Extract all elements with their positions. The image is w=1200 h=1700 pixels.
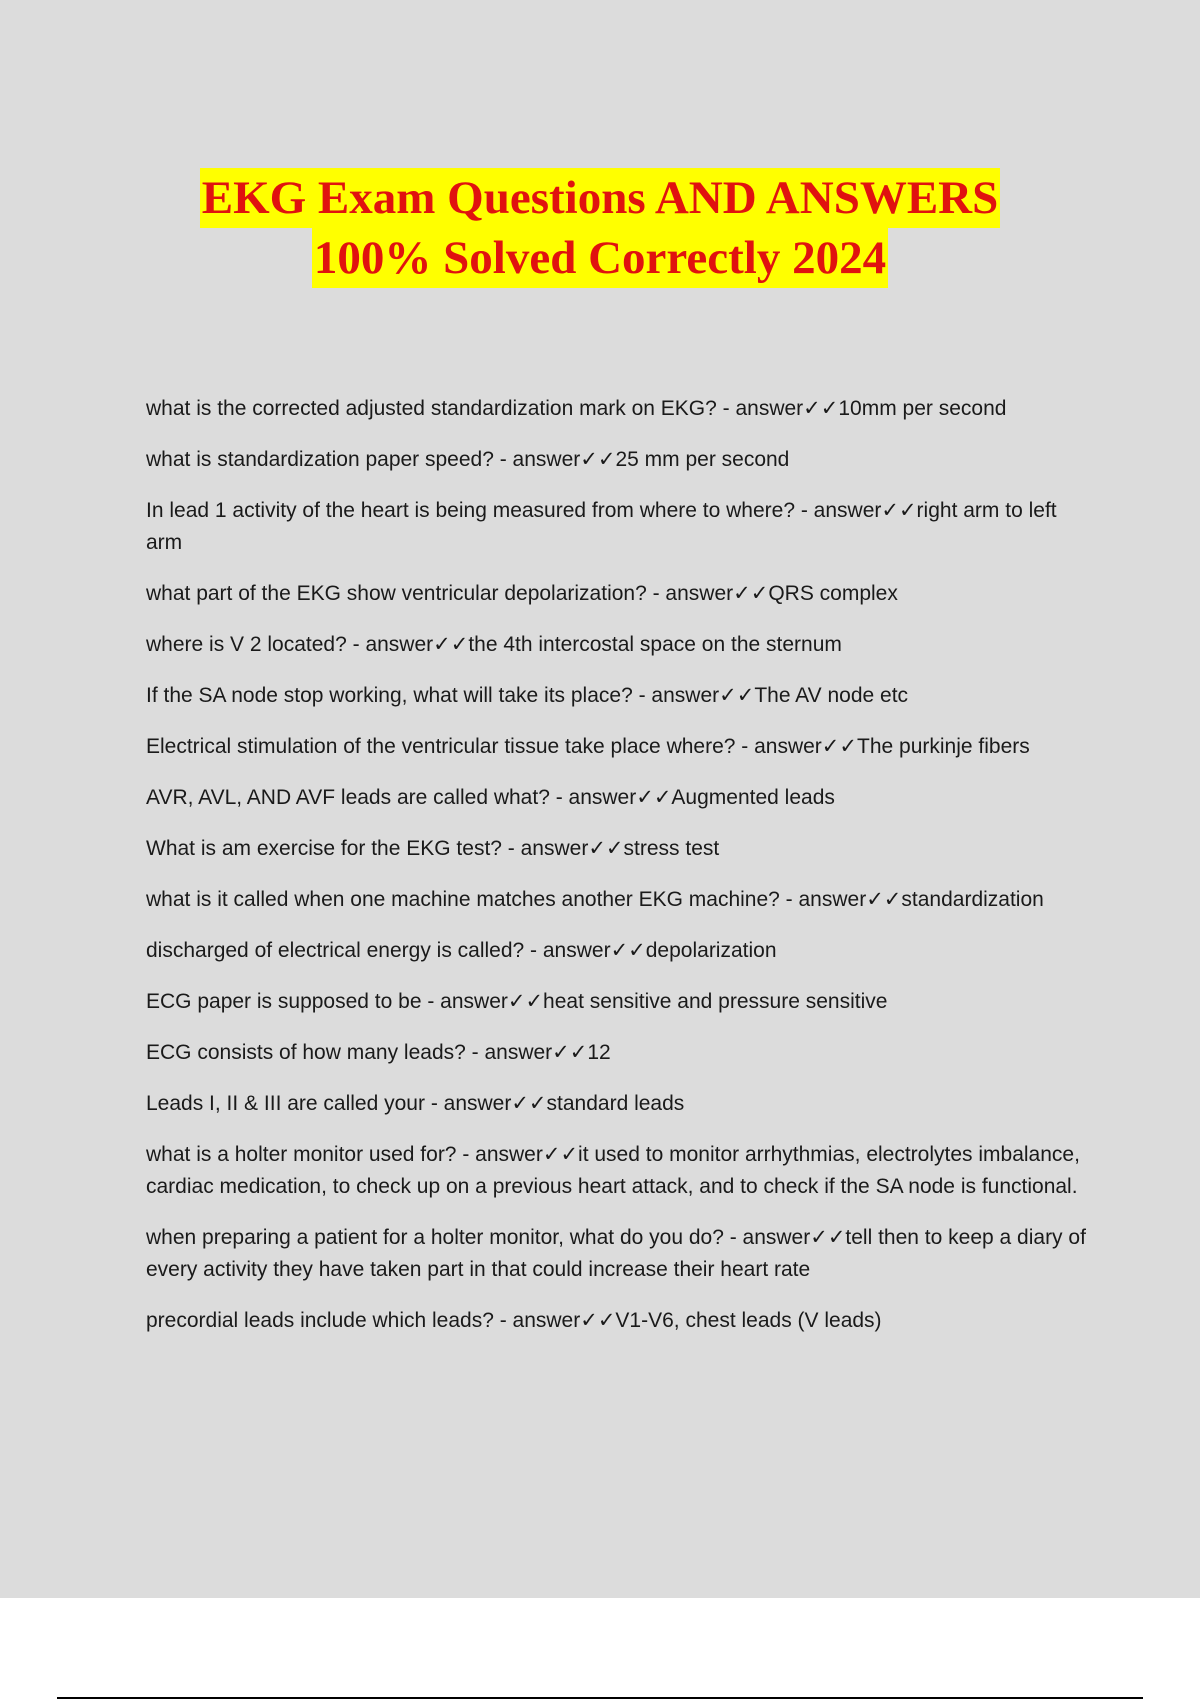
qa-item-3: In lead 1 activity of the heart is being measured from where to where? - answer✓✓right arm to left arm <box>146 499 1057 554</box>
qa-item-11: discharged of electrical energy is called? - answer✓✓depolarization <box>146 939 777 962</box>
qa-item-17: precordial leads include which leads? - answer✓✓V1-V6, chest leads (V leads) <box>146 1309 882 1332</box>
qa-item-5: where is V 2 located? - answer✓✓the 4th intercostal space on the sternum <box>146 633 842 656</box>
qa-item-13: ECG consists of how many leads? - answer✓✓12 <box>146 1041 611 1064</box>
qa-item-4: what part of the EKG show ventricular depolarization? - answer✓✓QRS complex <box>146 582 898 605</box>
qa-item-15: what is a holter monitor used for? - answer✓✓it used to monitor arrhythmias, electrolytes imbalance, cardiac medication, to check up on a previous heart attack, and to check if the SA node is functional. <box>146 1143 1080 1198</box>
qa-list <box>146 393 1096 1356</box>
title-line-1: EKG Exam Questions AND ANSWERS <box>200 168 1001 228</box>
qa-item-12: ECG paper is supposed to be - answer✓✓heat sensitive and pressure sensitive <box>146 990 888 1013</box>
qa-item-7: Electrical stimulation of the ventricular tissue take place where? - answer✓✓The purkinje fibers <box>146 735 1030 758</box>
qa-item-6: If the SA node stop working, what will take its place? - answer✓✓The AV node etc <box>146 684 909 707</box>
qa-item-10: what is it called when one machine matches another EKG machine? - answer✓✓standardization <box>146 888 1044 911</box>
qa-item-1: what is the corrected adjusted standardization mark on EKG? - answer✓✓10mm per second <box>146 397 1007 420</box>
footer-divider <box>57 1697 1143 1699</box>
title-line-2: 100% Solved Correctly 2024 <box>312 228 888 288</box>
document-title <box>0 168 1200 288</box>
qa-item-8: AVR, AVL, AND AVF leads are called what? - answer✓✓Augmented leads <box>146 786 835 809</box>
qa-item-2: what is standardization paper speed? - answer✓✓25 mm per second <box>146 448 790 471</box>
qa-item-16: when preparing a patient for a holter monitor, what do you do? - answer✓✓tell then to keep a diary of every activity they have taken part in that could increase their heart rate <box>146 1226 1086 1281</box>
qa-item-14: Leads I, II & III are called your - answer✓✓standard leads <box>146 1092 685 1115</box>
qa-item-9: What is am exercise for the EKG test? - answer✓✓stress test <box>146 837 720 860</box>
